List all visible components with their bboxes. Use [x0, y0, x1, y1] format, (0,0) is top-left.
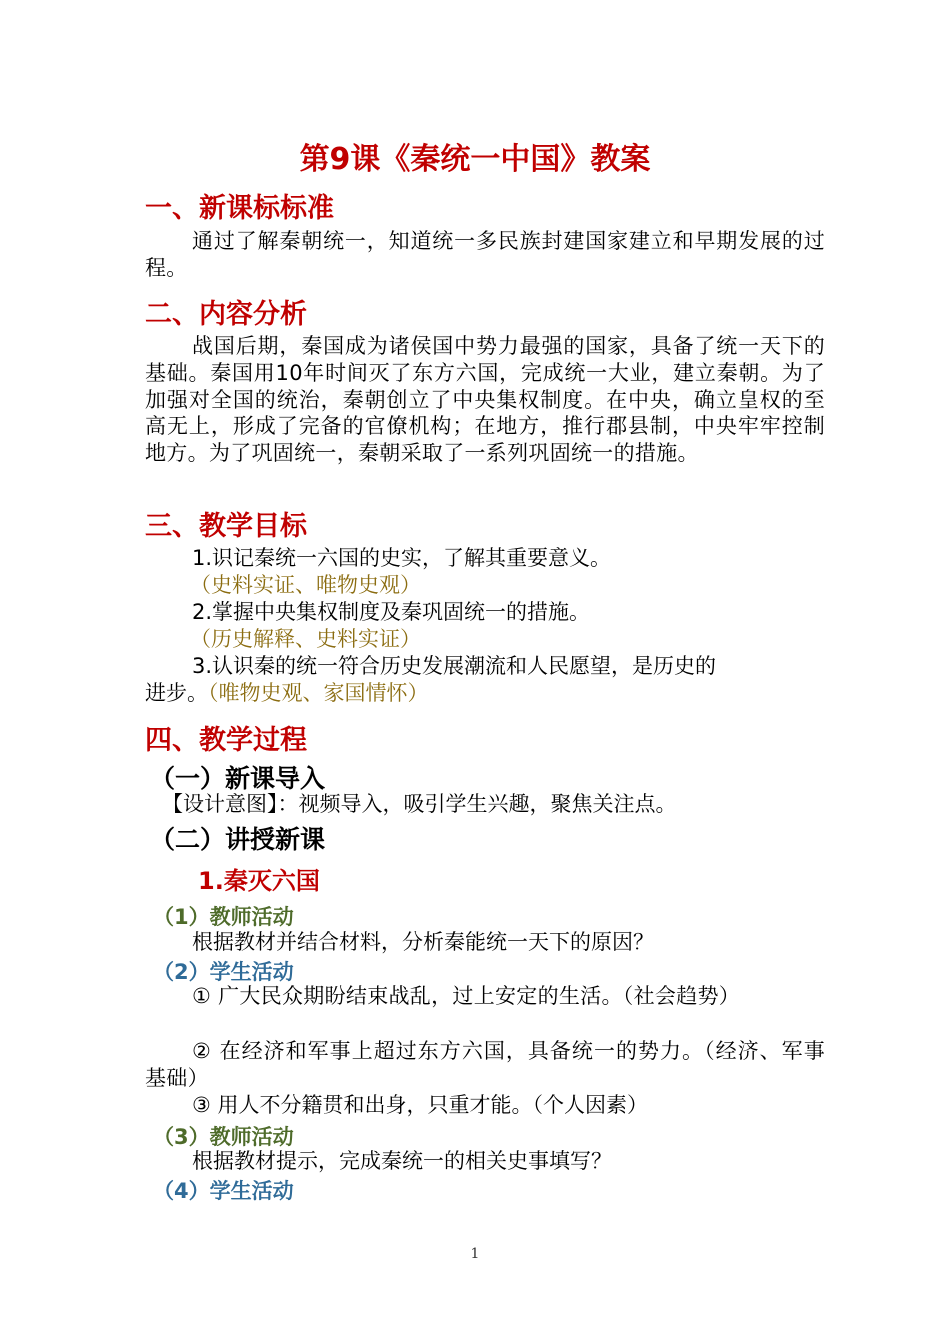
goal-3-note: （唯物史观、家国情怀）: [208, 681, 429, 705]
heading-teaching-process: 四、教学过程: [145, 725, 307, 756]
goal-3: 3.认识秦的统一符合历史发展潮流和人民愿望，是历史的: [192, 654, 717, 678]
step-1-teacher-activity: （1）教师活动: [153, 905, 294, 929]
step-1-question: 根据教材并结合材料，分析秦能统一天下的原因？: [192, 930, 654, 954]
step-3-teacher-activity: （3）教师活动: [153, 1125, 294, 1149]
step-2-student-activity: （2）学生活动: [153, 960, 294, 984]
goal-1-note: （史料实证、唯物史观）: [190, 573, 421, 597]
subheading-teaching-new-lesson: （二）讲授新课: [150, 825, 326, 854]
goal-2-note: （历史解释、史料实证）: [190, 627, 421, 651]
page-number: 1: [470, 1246, 480, 1262]
step-3-question: 根据教材提示，完成秦统一的相关史事填写？: [192, 1149, 612, 1173]
curriculum-standard-text: 通过了解秦朝统一，知道统一多民族封建国家建立和早期发展的过程。: [145, 229, 825, 280]
goal-3-continued: [145, 680, 429, 707]
goal-1: 1.识记秦统一六国的史实，了解其重要意义。: [192, 546, 612, 570]
heading-content-analysis: 二、内容分析: [145, 299, 307, 330]
answer-1: ① 广大民众期盼结束战乱，过上安定的生活。（社会趋势）: [192, 984, 741, 1008]
heading-teaching-goals: 三、教学目标: [145, 511, 307, 542]
answer-2: ② 在经济和军事上超过东方六国，具备统一的势力。（经济、军事基础）: [145, 1039, 825, 1090]
subheading-new-lesson-intro: （一）新课导入: [150, 764, 326, 793]
topic-qin-conquers-six-states: 1.秦灭六国: [198, 867, 320, 895]
step-4-student-activity: （4）学生活动: [153, 1179, 294, 1203]
heading-curriculum-standard: 一、新课标标准: [145, 193, 334, 224]
design-intent: 【设计意图】：视频导入，吸引学生兴趣，聚焦关注点。: [162, 792, 677, 816]
answer-3: ③ 用人不分籍贯和出身，只重才能。（个人因素）: [192, 1093, 648, 1117]
document-title: 第9课《秦统一中国》教案: [299, 142, 651, 177]
content-analysis-text: 战国后期，秦国成为诸侯国中势力最强的国家，具备了统一天下的基础。秦国用10年时间灭了东方六国，完成统一大业，建立秦朝。为了加强对全国的统治，秦朝创立了中央集权制度。在中央，确立皇权的至高无上，形成了完备的官僚机构；在地方，推行郡县制，中央牢牢控制地方。为了巩固统一，秦朝采取了一系列巩固统一的措施。: [145, 334, 825, 466]
goal-2: 2.掌握中央集权制度及秦巩固统一的措施。: [192, 600, 591, 624]
goal-3-tail: 进步。: [145, 681, 208, 705]
